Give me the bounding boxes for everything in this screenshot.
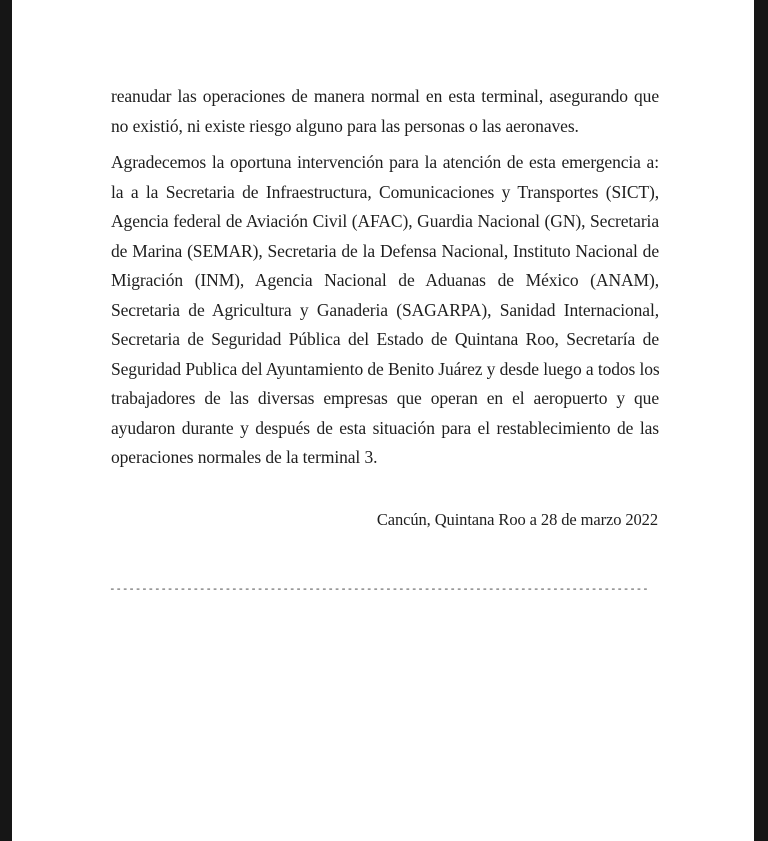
paragraph-2-line: Seguridad Publica del Ayuntamiento de Benito Juárez y desde luego a todos los xyxy=(111,358,660,379)
document-page xyxy=(12,0,754,841)
paragraph-2-line: Agencia federal de Aviación Civil (AFAC), Guardia Nacional (GN), Secretaria xyxy=(111,211,659,231)
paragraph-1-line: reanudar las operaciones de manera normal en esta terminal, asegurando que xyxy=(111,86,659,106)
paragraph-1-line: no existió, ni existe riesgo alguno para las personas o las aeronaves. xyxy=(111,115,579,136)
paragraph-2-line: ayudaron durante y después de esta situación para el restablecimiento de las xyxy=(111,417,659,438)
paragraph-2-line: Migración (INM), Agencia Nacional de Aduanas de México (ANAM), xyxy=(111,270,659,290)
paragraph-2-line: Secretaria de Seguridad Pública del Estado de Quintana Roo, Secretaría de xyxy=(111,329,659,349)
dashed-divider: ------------------------------------------------------------------------------------ xyxy=(109,582,649,595)
place-and-date: Cancún, Quintana Roo a 28 de marzo 2022 xyxy=(376,510,658,529)
paragraph-2-line: trabajadores de las diversas empresas que operan en el aeropuerto y que xyxy=(111,388,659,408)
paragraph-2-line: de Marina (SEMAR), Secretaria de la Defensa Nacional, Instituto Nacional de xyxy=(111,240,659,261)
paragraph-2-line: Secretaria de Agricultura y Ganaderia (SAGARPA), Sanidad Internacional, xyxy=(111,299,659,320)
paragraph-2-line: operaciones normales de la terminal 3. xyxy=(111,447,378,467)
paragraph-2-line: la a la Secretaria de Infraestructura, Comunicaciones y Transportes (SICT), xyxy=(111,181,659,202)
paragraph-2-line: Agradecemos la oportuna intervención para la atención de esta emergencia a: xyxy=(111,152,659,172)
paragraph-2 xyxy=(111,148,659,473)
paragraph-1 xyxy=(111,82,659,141)
